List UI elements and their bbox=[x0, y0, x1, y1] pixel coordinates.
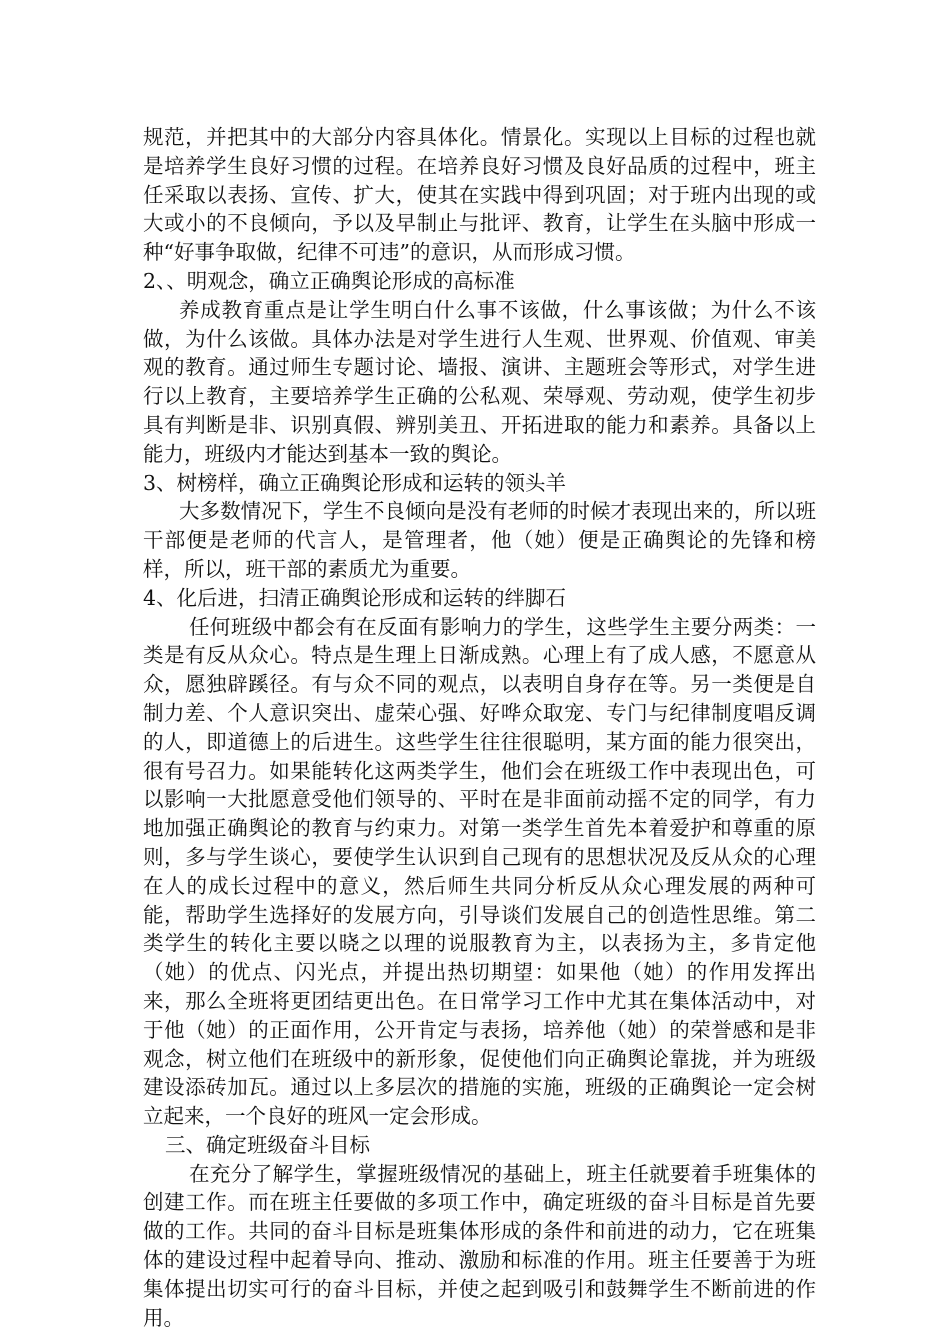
paragraph-class-goals: 在充分了解学生，掌握班级情况的基础上，班主任就要着手班集体的创建工作。而在班主任要做的多项工作中，确定班级的奋斗目标是首先要做的工作。共同的奋斗目标是班集体形成的条件和前进的动力，它在班集体的建设过程中起着导向、推动、激励和标准的作用。班主任要善于为班集体提出切实可行的奋斗目标，并使之起到吸引和鼓舞学生不断前进的作用。 bbox=[143, 1161, 816, 1330]
chapter-heading-3: 三、确定班级奋斗目标 bbox=[165, 1132, 370, 1157]
paragraph-class-leaders: 大多数情况下，学生不良倾向是没有老师的时候才表现出来的，所以班干部便是老师的代言人，是管理者，他（她）便是正确舆论的先锋和榜样，所以，班干部的素质尤为重要。 bbox=[143, 499, 816, 581]
paragraph-values-education: 养成教育重点是让学生明白什么事不该做，什么事该做；为什么不该做，为什么该做。具体办法是对学生进行人生观、世界观、价值观、审美观的教育。通过师生专题讨论、墙报、演讲、主题班会等形式，对学生进行以上教育，主要培养学生正确的公私观、荣辱观、劳动观，使学生初步具有判断是非、识别真假、辨别美丑、开拓进取的能力和素养。具备以上能力，班级内才能达到基本一致的舆论。 bbox=[143, 297, 816, 466]
paragraph-transform-students: 任何班级中都会有在反面有影响力的学生，这些学生主要分两类：一类是有反从众心。特点是生理上日渐成熟。心理上有了成人感，不愿意从众，愿独辟蹊径。有与众不同的观点，以表明自身存在等。另一类便是自制力差、个人意识突出、虚荣心强、好哗众取宠、专门与纪律制度唱反调的人，即道德上的后进生。这些学生往往很聪明，某方面的能力很突出，很有号召力。如果能转化这两类学生，他们会在班级工作中表现出色，可以影响一大批愿意受他们领导的、平时在是非面前动摇不定的同学，有力地加强正确舆论的教育与约束力。对第一类学生首先本着爱护和尊重的原则，多与学生谈心，要使学生认识到自己现有的思想状况及反从众的心理在人的成长过程中的意义，然后师生共同分析反从众心理发展的两种可能，帮助学生选择好的发展方向，引导谈们发展自己的创造性思维。第二类学生的转化主要以晓之以理的说服教育为主，以表扬为主，多肯定他（她）的优点、闪光点，并提出热切期望：如果他（她）的作用发挥出来，那么全班将更团结更出色。在日常学习工作中尤其在集体活动中，对于他（她）的正面作用，公开肯定与表扬，培养他（她）的荣誉感和是非观念，树立他们在班级中的新形象，促使他们向正确舆论靠拢，并为班级建设添砖加瓦。通过以上多层次的措施的实施，班级的正确舆论一定会树立起来，一个良好的班风一定会形成。 bbox=[143, 614, 816, 1129]
section-heading-4: 4、化后进，扫清正确舆论形成和运转的绊脚石 bbox=[143, 585, 567, 610]
section-heading-3: 3、树榜样，确立正确舆论形成和运转的领头羊 bbox=[143, 470, 567, 495]
section-heading-2: 2、、明观念，确立正确舆论形成的高标准 bbox=[143, 268, 515, 293]
document-page bbox=[143, 123, 816, 1332]
paragraph-habit-formation: 规范，并把其中的大部分内容具体化。情景化。实现以上目标的过程也就是培养学生良好习惯的过程。在培养良好习惯及良好品质的过程中，班主任采取以表扬、宣传、扩大，使其在实践中得到巩固；对于班内出现的或大或小的不良倾向，予以及早制止与批评、教育，让学生在头脑中形成一种“好事争取做，纪律不可违”的意识，从而形成习惯。 bbox=[143, 125, 816, 265]
